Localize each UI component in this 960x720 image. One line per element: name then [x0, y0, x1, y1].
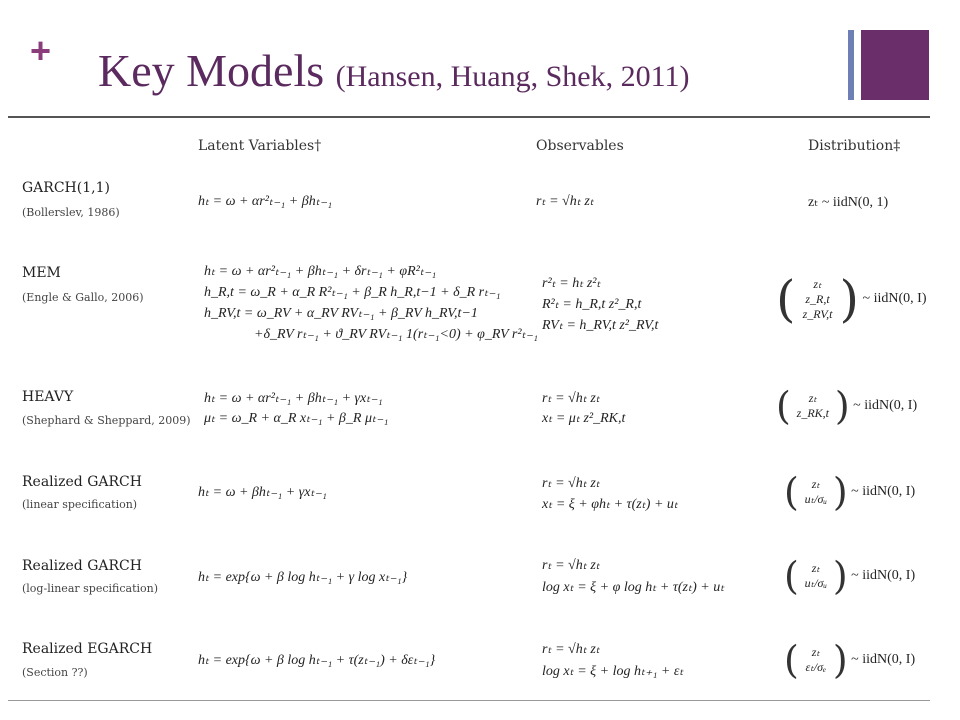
vector-entry: zₜ — [811, 645, 820, 659]
distribution-law: ~ iidN(0, I) — [862, 291, 927, 307]
model-name: GARCH(1,1) — [22, 180, 110, 196]
latent-equation: h_RV,t = ω_RV + α_RV RVₜ₋₁ + β_RV h_RV,t−1 — [204, 306, 478, 321]
distribution-spec: ( zₜ uₜ/σᵤ ) ~ iidN(0, I) — [784, 554, 916, 598]
slide-title-citation: (Hansen, Huang, Shek, 2011) — [335, 60, 690, 93]
slide-title-main: Key Models — [98, 45, 325, 96]
observable-equation: rₜ = √hₜ zₜ — [542, 391, 600, 406]
observable-equation: rₜ = √hₜ zₜ — [542, 476, 600, 491]
slide-title — [98, 44, 689, 97]
distribution-law: ~ iidN(0, I) — [851, 652, 916, 668]
vector-entry: εₜ/σₑ — [805, 660, 827, 674]
vector-entry: uₜ/σᵤ — [804, 576, 827, 590]
model-name: Realized GARCH — [22, 474, 142, 490]
table-top-rule — [8, 116, 930, 118]
distribution-spec: ( zₜ εₜ/σₑ ) ~ iidN(0, I) — [784, 638, 916, 682]
distribution-spec: ( zₜ uₜ/σᵤ ) ~ iidN(0, I) — [784, 470, 916, 514]
model-reference: (log-linear specification) — [22, 582, 159, 595]
latent-equation: μₜ = ω_R + α_R xₜ₋₁ + β_R μₜ₋₁ — [204, 411, 389, 426]
latent-equation: +δ_RV rₜ₋₁ + ϑ_RV RVₜ₋₁ 1(rₜ₋₁<0) + φ_RV r²ₜ₋₁ — [254, 327, 538, 342]
observable-equation: R²ₜ = h_R,t z²_R,t — [542, 297, 642, 312]
distribution-spec: ( zₜ z_RK,t ) ~ iidN(0, I) — [776, 384, 918, 428]
vector-entry: z_R,t — [805, 291, 830, 306]
latent-equation: hₜ = ω + αr²ₜ₋₁ + βhₜ₋₁ — [198, 194, 333, 209]
observable-equation: RVₜ = h_RV,t z²_RV,t — [542, 318, 659, 333]
vector-entry: z_RK,t — [796, 406, 829, 420]
vector-entry: zₜ — [811, 477, 820, 491]
distribution-law: ~ iidN(0, I) — [853, 398, 918, 414]
observable-equation: log xₜ = ξ + φ log hₜ + τ(zₜ) + uₜ — [542, 580, 725, 595]
decorative-bar-thin — [848, 30, 854, 100]
observable-equation: log xₜ = ξ + log hₜ₊₁ + εₜ — [542, 664, 684, 679]
model-reference: (linear specification) — [22, 498, 138, 511]
model-name: Realized GARCH — [22, 558, 142, 574]
model-reference: (Section ??) — [22, 666, 88, 679]
decorative-bar-block — [861, 30, 929, 100]
vector-entry: zₜ — [811, 561, 820, 575]
column-header-observables: Observables — [536, 138, 624, 154]
latent-equation: hₜ = exp{ω + β log hₜ₋₁ + τ(zₜ₋₁) + δεₜ₋₁} — [198, 653, 436, 668]
observable-equation: rₜ = √hₜ zₜ — [542, 558, 600, 573]
observable-equation: rₜ = √hₜ zₜ — [536, 194, 594, 209]
latent-equation: hₜ = ω + αr²ₜ₋₁ + βhₜ₋₁ + δrₜ₋₁ + φR²ₜ₋₁ — [204, 264, 437, 279]
table-bottom-rule — [8, 700, 930, 701]
distribution-spec: zₜ ~ iidN(0, 1) — [808, 195, 889, 210]
vector-entry: zₜ — [808, 391, 817, 405]
observable-equation: xₜ = μₜ z²_RK,t — [542, 411, 626, 426]
vector-entry: z_RV,t — [802, 306, 833, 321]
model-name: Realized EGARCH — [22, 641, 153, 657]
distribution-law: ~ iidN(0, I) — [851, 568, 916, 584]
model-name: MEM — [22, 265, 61, 281]
distribution-law: ~ iidN(0, I) — [851, 484, 916, 500]
column-header-latent: Latent Variables† — [198, 138, 322, 154]
plus-bullet-icon: + — [30, 30, 52, 71]
column-header-distribution: Distribution‡ — [808, 138, 901, 154]
latent-equation: hₜ = ω + αr²ₜ₋₁ + βhₜ₋₁ + γxₜ₋₁ — [204, 391, 383, 406]
vector-entry: uₜ/σᵤ — [804, 492, 827, 506]
observable-equation: rₜ = √hₜ zₜ — [542, 642, 600, 657]
observable-equation: r²ₜ = hₜ z²ₜ — [542, 276, 601, 291]
latent-equation: h_R,t = ω_R + α_R R²ₜ₋₁ + β_R h_R,t−1 + δ_R rₜ₋₁ — [204, 285, 501, 300]
distribution-spec: ( zₜ z_R,t z_RV,t ) ~ iidN(0, I) — [776, 270, 927, 328]
latent-equation: hₜ = exp{ω + β log hₜ₋₁ + γ log xₜ₋₁} — [198, 570, 408, 585]
model-reference: (Bollerslev, 1986) — [22, 206, 120, 219]
vector-entry: zₜ — [813, 276, 822, 291]
observable-equation: xₜ = ξ + φhₜ + τ(zₜ) + uₜ — [542, 497, 679, 512]
model-reference: (Shephard & Sheppard, 2009) — [22, 414, 191, 427]
latent-equation: hₜ = ω + βhₜ₋₁ + γxₜ₋₁ — [198, 485, 327, 500]
model-reference: (Engle & Gallo, 2006) — [22, 291, 144, 304]
model-name: HEAVY — [22, 389, 74, 405]
